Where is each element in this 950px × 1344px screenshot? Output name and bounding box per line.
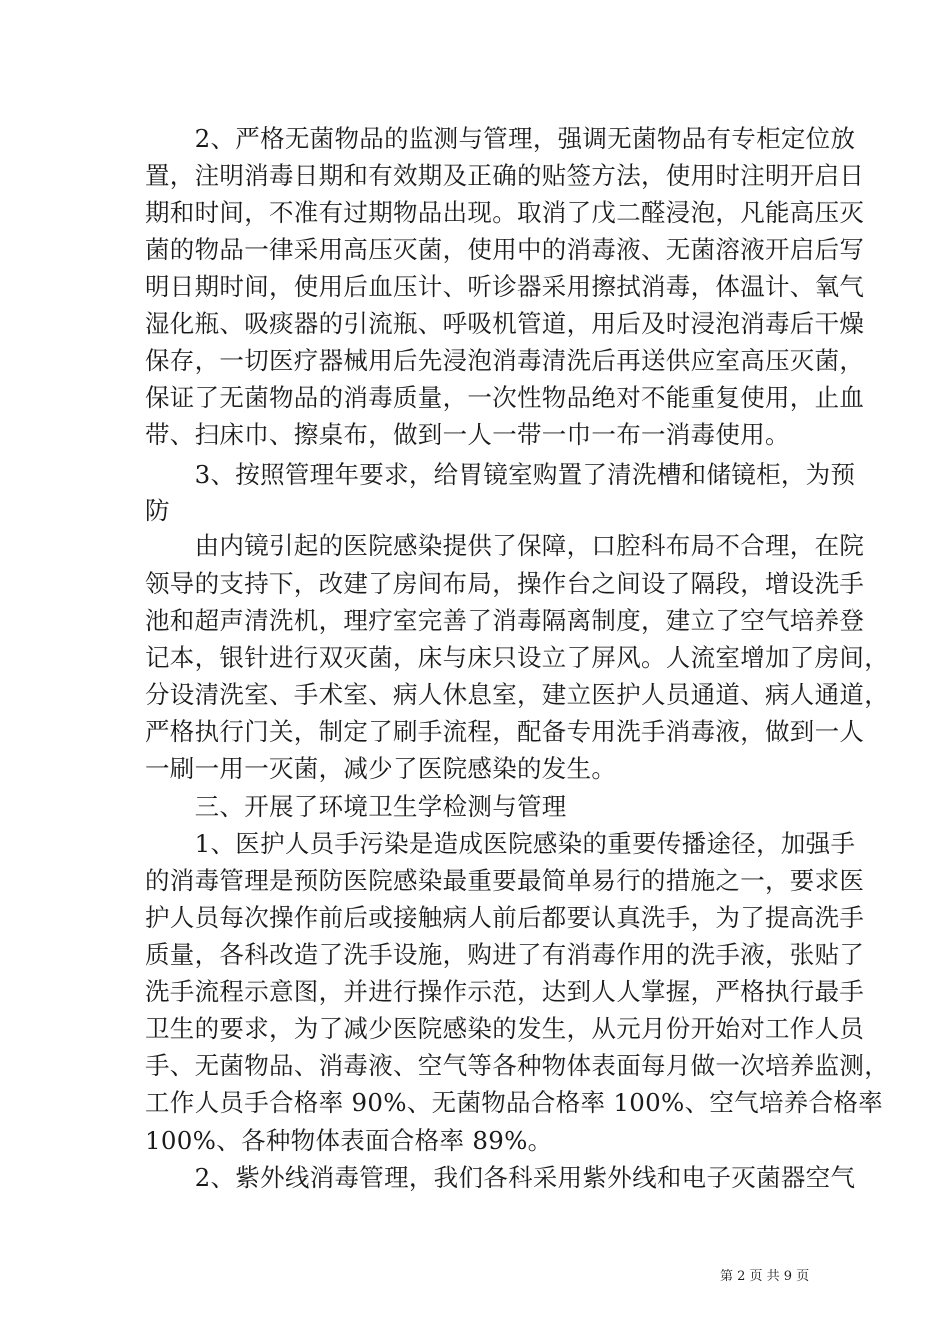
paragraph-line: 的消毒管理是预防医院感染最重要最简单易行的措施之一，要求医 — [145, 866, 865, 895]
paragraph-line: 2、严格无菌物品的监测与管理，强调无菌物品有专柜定位放 — [145, 124, 856, 153]
paragraph-line: 保证了无菌物品的消毒质量，一次性物品绝对不能重复使用，止血 — [145, 383, 865, 412]
paragraph-line: 带、扫床巾、擦桌布，做到一人一带一巾一布一消毒使用。 — [145, 420, 790, 449]
paragraph-line: 由内镜引起的医院感染提供了保障，口腔科布局不合理，在院 — [145, 531, 865, 560]
paragraph-line: 防 — [145, 496, 170, 525]
paragraph-line: 严格执行门关，制定了刷手流程，配备专用洗手消毒液，做到一人 — [145, 717, 865, 746]
paragraph-line: 洗手流程示意图，并进行操作示范，达到人人掌握，严格执行最手 — [145, 977, 865, 1006]
paragraph-line: 明日期时间，使用后血压计、听诊器采用擦拭消毒，体温计、氧气 — [145, 272, 865, 301]
paragraph-line: 池和超声清洗机，理疗室完善了消毒隔离制度，建立了空气培养登 — [145, 606, 865, 635]
paragraph-line: 护人员每次操作前后或接触病人前后都要认真洗手，为了提高洗手 — [145, 903, 865, 932]
paragraph-line: 2、紫外线消毒管理，我们各科采用紫外线和电子灭菌器空气 — [145, 1163, 856, 1192]
paragraph-line: 菌的物品一律采用高压灭菌，使用中的消毒液、无菌溶液开启后写 — [145, 235, 865, 264]
paragraph-line: 置，注明消毒日期和有效期及正确的贴签方法，使用时注明开启日 — [145, 161, 865, 190]
paragraph-line: 100%、各种物体表面合格率 89%。 — [145, 1126, 553, 1155]
paragraph-line: 保存，一切医疗器械用后先浸泡消毒清洗后再送供应室高压灭菌， — [145, 346, 865, 375]
paragraph-line: 工作人员手合格率 90%、无菌物品合格率 100%、空气培养合格率 — [145, 1088, 883, 1117]
paragraph-line: 一刷一用一灭菌，减少了医院感染的发生。 — [145, 754, 617, 783]
paragraph-line: 湿化瓶、吸痰器的引流瓶、呼吸机管道，用后及时浸泡消毒后干燥 — [145, 309, 865, 338]
paragraph-line: 手、无菌物品、消毒液、空气等各种物体表面每月做一次培养监测， — [145, 1051, 889, 1080]
paragraph-line: 卫生的要求，为了减少医院感染的发生，从元月份开始对工作人员 — [145, 1014, 865, 1043]
paragraph-line: 质量，各科改造了洗手设施，购进了有消毒作用的洗手液，张贴了 — [145, 940, 865, 969]
paragraph-line: 期和时间，不准有过期物品出现。取消了戊二醛浸泡，凡能高压灭 — [145, 198, 865, 227]
paragraph-line: 领导的支持下，改建了房间布局，操作台之间设了隔段，增设洗手 — [145, 569, 865, 598]
paragraph-line: 3、按照管理年要求，给胃镜室购置了清洗槽和储镜柜，为预 — [145, 460, 856, 489]
paragraph-line: 记本，银针进行双灭菌，床与床只设立了屏风。人流室增加了房间， — [145, 643, 889, 672]
section-heading: 三、开展了环境卫生学检测与管理 — [145, 792, 567, 821]
paragraph-line: 分设清洗室、手术室、病人休息室，建立医护人员通道、病人通道， — [145, 680, 889, 709]
page-number: 第 2 页 共 9 页 — [720, 1269, 810, 1284]
paragraph-line: 1、医护人员手污染是造成医院感染的重要传播途径，加强手 — [145, 829, 856, 858]
